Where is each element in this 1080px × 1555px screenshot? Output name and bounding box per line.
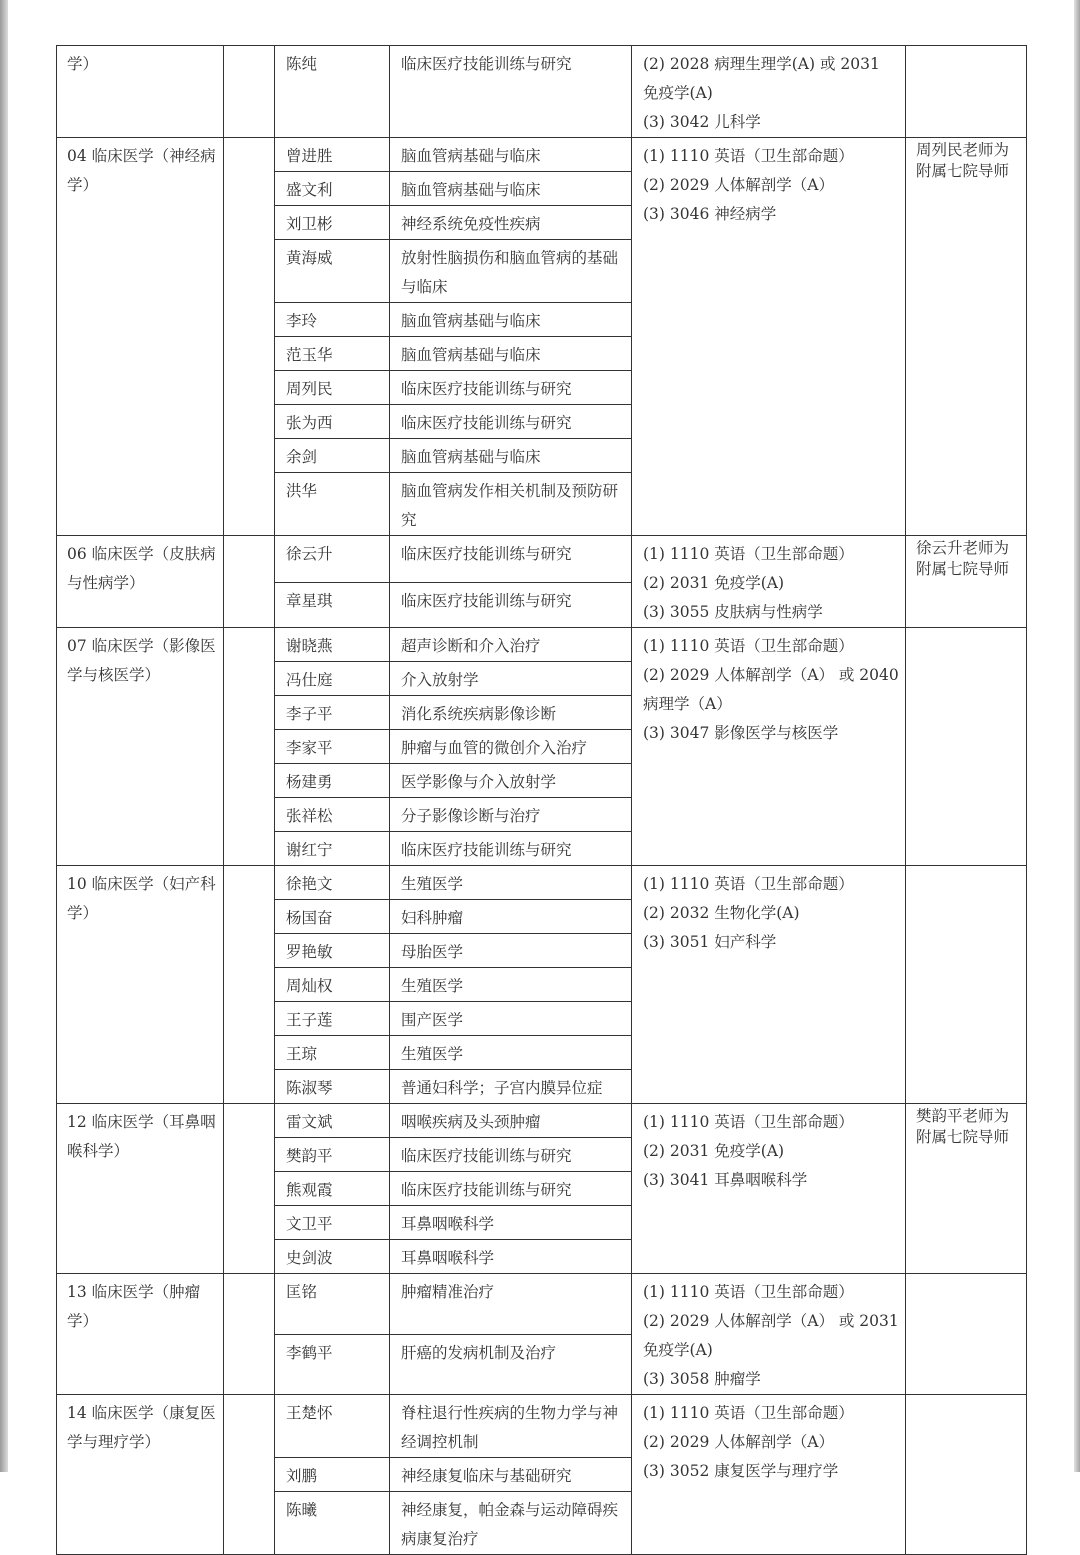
- research-direction: 脑血管病基础与临床: [390, 138, 632, 172]
- research-direction: 脑血管病基础与临床: [390, 172, 632, 206]
- research-direction: 母胎医学: [390, 934, 632, 968]
- blank-cell: [224, 536, 275, 628]
- advisor-name: 刘卫彬: [275, 206, 390, 240]
- advisor-name: 罗艳敏: [275, 934, 390, 968]
- remark-cell: 周列民老师为附属七院导师: [906, 138, 1027, 536]
- advisor-name: 黄海威: [275, 240, 390, 303]
- exam-subjects: [632, 1274, 906, 1395]
- research-direction: 咽喉疾病及头颈肿瘤: [390, 1104, 632, 1138]
- research-direction: 神经系统免疫性疾病: [390, 206, 632, 240]
- advisor-name: 冯仕庭: [275, 662, 390, 696]
- exam-line: (1) 1110 英语（卫生部命题）: [643, 545, 854, 563]
- research-direction: 临床医疗技能训练与研究: [390, 405, 632, 439]
- blank-cell: [224, 1274, 275, 1395]
- advisor-name: 张为西: [275, 405, 390, 439]
- exam-line: (3) 3042 儿科学: [643, 113, 761, 131]
- major-cell: 06 临床医学（皮肤病与性病学）: [57, 536, 224, 628]
- advisor-name: 王琼: [275, 1036, 390, 1070]
- research-direction: 脊柱退行性疾病的生物力学与神经调控机制: [390, 1395, 632, 1458]
- advisor-name: 余剑: [275, 439, 390, 473]
- advisor-name: 李子平: [275, 696, 390, 730]
- major-cell: 14 临床医学（康复医学与理疗学）: [57, 1395, 224, 1555]
- major-cell: 12 临床医学（耳鼻咽喉科学）: [57, 1104, 224, 1274]
- exam-subjects: [632, 628, 906, 866]
- table-row: [57, 1104, 1027, 1138]
- research-direction: 神经康复，帕金森与运动障碍疾病康复治疗: [390, 1492, 632, 1555]
- advisor-name: 李家平: [275, 730, 390, 764]
- advisor-name: 雷文斌: [275, 1104, 390, 1138]
- research-direction: 分子影像诊断与治疗: [390, 798, 632, 832]
- research-direction: 围产医学: [390, 1002, 632, 1036]
- page-edge-right: [1074, 0, 1080, 1472]
- exam-line: (3) 3046 神经病学: [643, 205, 777, 223]
- research-direction: 脑血管病基础与临床: [390, 303, 632, 337]
- remark-cell: [906, 866, 1027, 1104]
- table-row: [57, 536, 1027, 583]
- exam-line: (3) 3051 妇产科学: [643, 933, 777, 951]
- research-direction: 脑血管病基础与临床: [390, 337, 632, 371]
- table-row: [57, 1395, 1027, 1458]
- research-direction: 普通妇科学；子宫内膜异位症: [390, 1070, 632, 1104]
- exam-line: (2) 2028 病理生理学(A) 或 2031 免疫学(A): [643, 55, 880, 102]
- advisor-name: 谢红宁: [275, 832, 390, 866]
- table-row: [57, 866, 1027, 900]
- major-cell: 学）: [57, 46, 224, 138]
- exam-line: (1) 1110 英语（卫生部命题）: [643, 1283, 854, 1301]
- blank-cell: [224, 628, 275, 866]
- research-direction: 生殖医学: [390, 968, 632, 1002]
- research-direction: 消化系统疾病影像诊断: [390, 696, 632, 730]
- table-row: [57, 46, 1027, 138]
- exam-line: (1) 1110 英语（卫生部命题）: [643, 637, 854, 655]
- research-direction: 神经康复临床与基础研究: [390, 1458, 632, 1492]
- research-direction: 临床医疗技能训练与研究: [390, 536, 632, 583]
- research-direction: 临床医疗技能训练与研究: [390, 371, 632, 405]
- remark-cell: [906, 628, 1027, 866]
- advisor-name: 李玲: [275, 303, 390, 337]
- exam-line: (1) 1110 英语（卫生部命题）: [643, 147, 854, 165]
- exam-line: (3) 3052 康复医学与理疗学: [643, 1462, 839, 1480]
- exam-subjects: [632, 866, 906, 1104]
- advisor-name: 陈曦: [275, 1492, 390, 1555]
- major-cell: 13 临床医学（肿瘤学）: [57, 1274, 224, 1395]
- research-direction: 临床医疗技能训练与研究: [390, 46, 632, 138]
- exam-line: (2) 2032 生物化学(A): [643, 904, 800, 922]
- advisor-name: 谢晓燕: [275, 628, 390, 662]
- advisor-name: 洪华: [275, 473, 390, 536]
- page-edge-left: [0, 0, 8, 1472]
- exam-line: (2) 2031 免疫学(A): [643, 574, 785, 592]
- exam-line: (1) 1110 英语（卫生部命题）: [643, 1404, 854, 1422]
- exam-line: (2) 2029 人体解剖学（A） 或 2040 病理学（A）: [643, 666, 899, 713]
- advisor-name: 徐云升: [275, 536, 390, 583]
- exam-line: (2) 2029 人体解剖学（A） 或 2031 免疫学(A): [643, 1312, 899, 1359]
- research-direction: 肿瘤精准治疗: [390, 1274, 632, 1335]
- advisor-name: 陈淑琴: [275, 1070, 390, 1104]
- advisor-name: 陈纯: [275, 46, 390, 138]
- exam-subjects: [632, 536, 906, 628]
- blank-cell: [224, 138, 275, 536]
- advisor-name: 徐艳文: [275, 866, 390, 900]
- research-direction: 临床医疗技能训练与研究: [390, 832, 632, 866]
- remark-cell: [906, 1395, 1027, 1555]
- exam-subjects: [632, 1104, 906, 1274]
- table-row: [57, 1274, 1027, 1335]
- advisor-name: 盛文利: [275, 172, 390, 206]
- advisor-name: 周列民: [275, 371, 390, 405]
- blank-cell: [224, 46, 275, 138]
- advisor-name: 张祥松: [275, 798, 390, 832]
- advisor-name: 李鹤平: [275, 1334, 390, 1395]
- exam-line: (1) 1110 英语（卫生部命题）: [643, 1113, 854, 1131]
- research-direction: 临床医疗技能训练与研究: [390, 1172, 632, 1206]
- remark-cell: 樊韵平老师为附属七院导师: [906, 1104, 1027, 1274]
- research-direction: 肿瘤与血管的微创介入治疗: [390, 730, 632, 764]
- research-direction: 耳鼻咽喉科学: [390, 1240, 632, 1274]
- research-direction: 妇科肿瘤: [390, 900, 632, 934]
- research-direction: 放射性脑损伤和脑血管病的基础与临床: [390, 240, 632, 303]
- research-direction: 脑血管病基础与临床: [390, 439, 632, 473]
- remark-cell: [906, 46, 1027, 138]
- advisor-name: 匡铭: [275, 1274, 390, 1335]
- advisor-name: 范玉华: [275, 337, 390, 371]
- blank-cell: [224, 1104, 275, 1274]
- advisor-name: 樊韵平: [275, 1138, 390, 1172]
- advisor-name: 文卫平: [275, 1206, 390, 1240]
- exam-subjects: [632, 1395, 906, 1555]
- advisor-name: 王楚怀: [275, 1395, 390, 1458]
- advisor-name: 章星琪: [275, 583, 390, 628]
- advisor-name: 杨建勇: [275, 764, 390, 798]
- major-cell: 10 临床医学（妇产科学）: [57, 866, 224, 1104]
- research-direction: 生殖医学: [390, 1036, 632, 1070]
- exam-line: (2) 2029 人体解剖学（A）: [643, 176, 834, 194]
- exam-line: (3) 3047 影像医学与核医学: [643, 724, 839, 742]
- exam-line: (2) 2029 人体解剖学（A）: [643, 1433, 834, 1451]
- research-direction: 临床医疗技能训练与研究: [390, 1138, 632, 1172]
- advisor-name: 熊观霞: [275, 1172, 390, 1206]
- research-direction: 生殖医学: [390, 866, 632, 900]
- advisor-name: 杨国奋: [275, 900, 390, 934]
- table-row: [57, 628, 1027, 662]
- table-row: [57, 138, 1027, 172]
- exam-line: (3) 3055 皮肤病与性病学: [643, 603, 823, 621]
- advisor-name: 曾进胜: [275, 138, 390, 172]
- advisor-name: 周灿权: [275, 968, 390, 1002]
- research-direction: 肝癌的发病机制及治疗: [390, 1334, 632, 1395]
- major-cell: 07 临床医学（影像医学与核医学）: [57, 628, 224, 866]
- research-direction: 医学影像与介入放射学: [390, 764, 632, 798]
- exam-line: (3) 3041 耳鼻咽喉科学: [643, 1171, 808, 1189]
- major-cell: 04 临床医学（神经病学）: [57, 138, 224, 536]
- exam-subjects: [632, 138, 906, 536]
- research-direction: 临床医疗技能训练与研究: [390, 583, 632, 628]
- remark-cell: 徐云升老师为附属七院导师: [906, 536, 1027, 628]
- exam-line: (3) 3058 肿瘤学: [643, 1370, 761, 1388]
- advisor-name: 刘鹏: [275, 1458, 390, 1492]
- exam-line: (2) 2031 免疫学(A): [643, 1142, 785, 1160]
- exam-line: (1) 1110 英语（卫生部命题）: [643, 875, 854, 893]
- research-direction: 脑血管病发作相关机制及预防研究: [390, 473, 632, 536]
- advisor-name: 史剑波: [275, 1240, 390, 1274]
- blank-cell: [224, 1395, 275, 1555]
- blank-cell: [224, 866, 275, 1104]
- advisor-table: [56, 45, 1027, 1555]
- exam-subjects: [632, 46, 906, 138]
- research-direction: 耳鼻咽喉科学: [390, 1206, 632, 1240]
- research-direction: 介入放射学: [390, 662, 632, 696]
- research-direction: 超声诊断和介入治疗: [390, 628, 632, 662]
- advisor-name: 王子莲: [275, 1002, 390, 1036]
- remark-cell: [906, 1274, 1027, 1395]
